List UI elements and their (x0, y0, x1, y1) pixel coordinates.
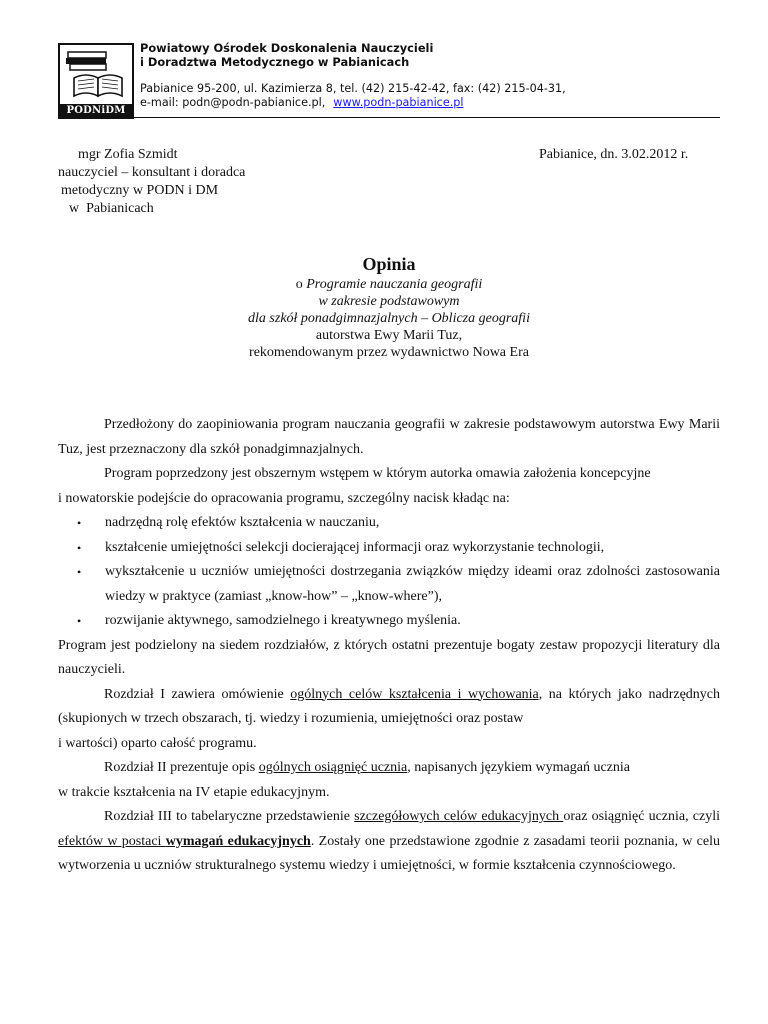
logo-label: PODNiDM (60, 104, 132, 117)
list-item-text: kształcenie umiejętności selekcji docierającej informacji oraz wykorzystanie technologii, (105, 539, 605, 555)
paragraph-6 (58, 805, 720, 879)
bullet-list (58, 511, 720, 634)
list-item (58, 609, 720, 634)
paragraph-3: Program jest podzielony na siedem rozdziałów, z których ostatni prezentuje bogaty zestaw propozycji literatury dla nauczycieli. (58, 637, 720, 677)
p4-text-b: na których jako nadrzędnych (skupionych w trzech obszarach, tj. wiedzy i rozumienia, umiejętności oraz postaw (58, 686, 720, 726)
p5-underlined: ogólnych osiągnięć ucznia (258, 760, 408, 775)
institution-name (140, 41, 433, 69)
website-link[interactable]: www.podn-pabianice.pl (333, 96, 464, 109)
p5-text-a: Rozdział II prezentuje opis (104, 760, 259, 775)
address-line: Pabianice 95-200, ul. Kazimierza 8, tel. (42) 215-42-42, fax: (42) 215-04-31, (140, 82, 566, 95)
paragraph-5-end: w trakcie kształcenia na IV etapie edukacyjnym. (58, 784, 330, 800)
school-text: dla szkół ponadgimnazjalnych – Oblicza geografii (248, 311, 530, 326)
author-role: nauczyciel – konsultant i doradca (58, 165, 246, 180)
title-author: autorstwa Ewy Marii Tuz, (315, 328, 463, 343)
document-date: Pabianice, dn. 3.02.2012 r. (539, 147, 689, 162)
p4-underlined: ogólnych celów kształcenia i wychowania, (290, 686, 543, 702)
title-block (58, 252, 720, 361)
author-location: w Pabianicach (69, 201, 154, 216)
p4-text-a: Rozdział I zawiera omówienie (104, 686, 291, 702)
p6-text-a: Rozdział III to tabelaryczne przedstawienie (104, 809, 355, 824)
paragraph-2-line-1: Program poprzedzony jest obszernym wstępem w którym autorka omawia założenia koncepcyjne (104, 466, 651, 481)
paragraph-1: Przedłożony do zaopiniowania program nauczania geografii w zakresie podstawowym autorstwa Ewy Marii Tuz, jest przeznaczony dla szkół ponadgimnazjalnych. (58, 417, 720, 457)
bullet-icon: • (77, 614, 82, 628)
p6-underlined-bold: wymagań edukacyjnych (165, 833, 311, 849)
list-item-text: nadrzędną rolę efektów kształcenia w nauczaniu, (105, 515, 380, 530)
p6-underlined-1: szczegółowych celów edukacyjnych (354, 809, 564, 824)
title-prefix: o (295, 277, 307, 292)
author-role-cont: metodyczny w PODN i DM (61, 183, 219, 198)
p6-text-c: . Zostały one przedstawione zgodnie z zasadami teorii poznania, w celu wytworzenia u uczniów strukturalnego systemu wiedzy i umiejętności, w formie kształcenia czynnościowego. (58, 833, 720, 873)
p6-underlined-2: efektów w postaci (58, 833, 166, 849)
books-icon (64, 48, 130, 100)
institution-line-1: Powiatowy Ośrodek Doskonalenia Nauczycieli (140, 41, 434, 55)
p6-text-b: oraz osiągnięć ucznia, czyli (563, 809, 720, 824)
email-line (140, 96, 566, 110)
paragraph-4-end: i wartości) oparto całość programu. (58, 735, 257, 751)
list-item (58, 511, 720, 536)
contact-info (140, 82, 566, 110)
p5-text-b: , napisanych językiem wymagań ucznia (407, 760, 630, 775)
list-item (58, 560, 720, 609)
letterhead-divider (58, 117, 720, 118)
title-school (58, 310, 720, 327)
document-body (58, 413, 720, 879)
bullet-icon: • (77, 540, 82, 555)
list-item-text: rozwijanie aktywnego, samodzielnego i kreatywnego myślenia. (105, 613, 461, 628)
paragraph-2-line-2: i nowatorskie podejście do opracowania programu, szczególny nacisk kładąc na: (58, 490, 510, 506)
page-title: Opinia (362, 254, 416, 274)
title-scope (58, 293, 720, 310)
institution-logo (58, 43, 134, 119)
paragraph-5 (58, 756, 720, 781)
program-name: Programie nauczania geografii (306, 277, 483, 292)
title-publisher: rekomendowanym przez wydawnictwo Nowa Era (249, 345, 529, 360)
bullet-icon: • (77, 565, 82, 579)
paragraph-4 (58, 683, 720, 732)
list-item (58, 536, 720, 561)
author-name: mgr Zofia Szmidt (78, 147, 178, 162)
list-item-text: wykształcenie u uczniów umiejętności dostrzegania związków między ideami oraz zdolności zastosowania wiedzy w praktyce (zamiast „know-how” – „know-where”), (105, 564, 720, 604)
bullet-icon: • (77, 516, 82, 530)
scope-text: w zakresie podstawowym (318, 294, 460, 309)
title-program (58, 276, 720, 293)
institution-line-2: i Doradztwa Metodycznego w Pabianicach (140, 55, 410, 69)
email-text: e-mail: podn@podn-pabianice.pl, (140, 96, 326, 109)
author-block (58, 146, 245, 218)
